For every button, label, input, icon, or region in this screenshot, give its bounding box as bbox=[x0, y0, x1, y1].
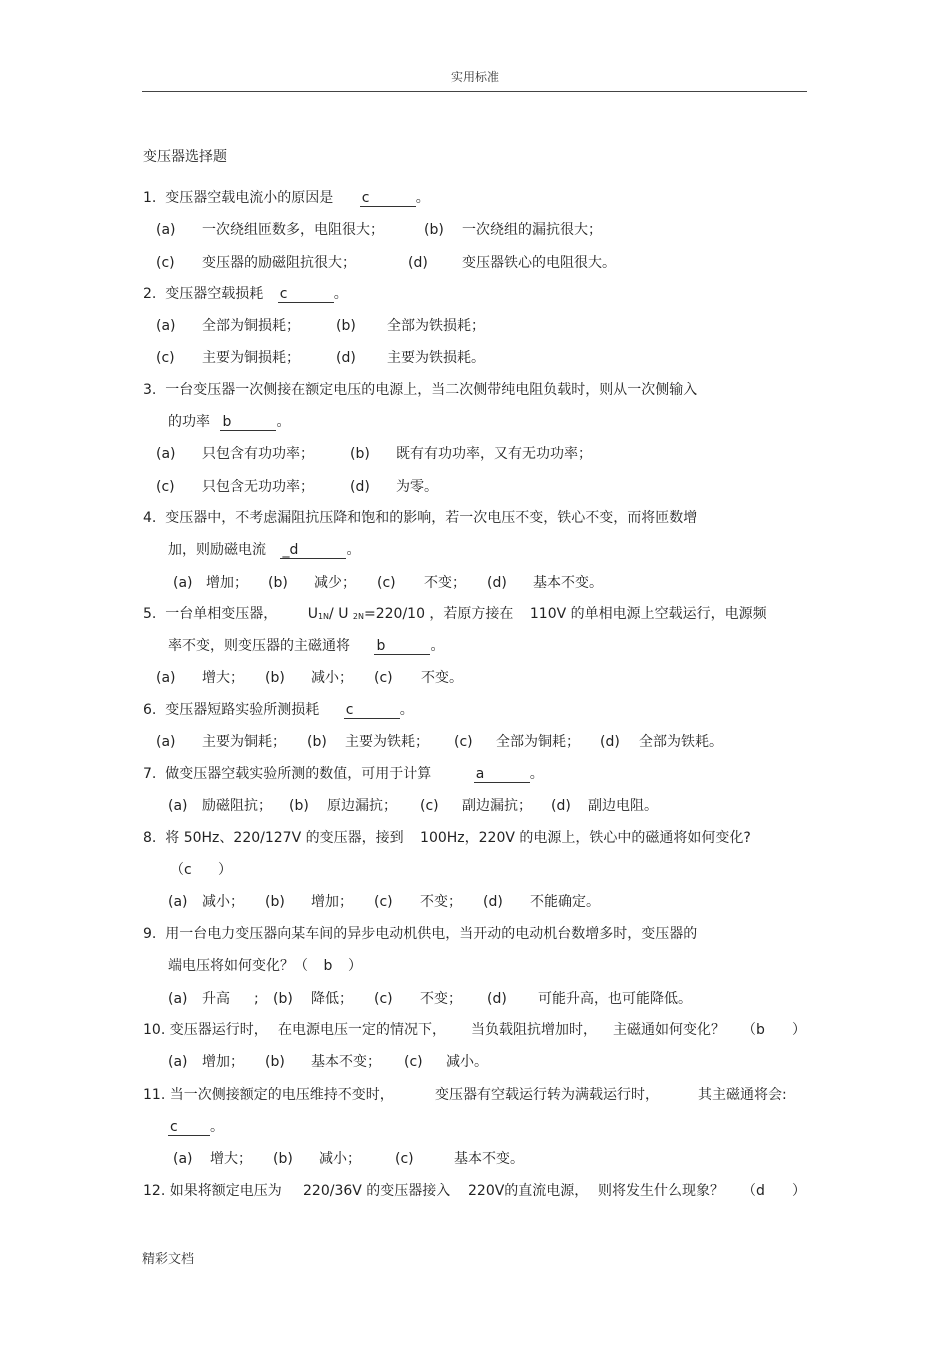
option-text: 励磁阻抗； bbox=[202, 798, 272, 814]
question-text: 将 50Hz、220/127V 的变压器，接到 bbox=[165, 830, 404, 846]
option-label: (b) bbox=[265, 1054, 285, 1070]
option-text: 副边电阻。 bbox=[588, 798, 658, 814]
option-text: 增加； bbox=[206, 575, 248, 591]
question-text: 当一次侧接额定的电压维持不变时， bbox=[169, 1087, 394, 1103]
question-number: 4. bbox=[143, 510, 157, 526]
question-number: 5. bbox=[143, 606, 157, 622]
option-label: (c) bbox=[454, 734, 473, 750]
question-number: 6. bbox=[143, 702, 157, 718]
question-text: =220/10 ，若原方接在 bbox=[364, 606, 514, 622]
option-text: 基本不变； bbox=[311, 1054, 381, 1070]
option-label: (d) bbox=[600, 734, 620, 750]
option-text: 减小； bbox=[319, 1151, 361, 1167]
option-text: 既有有功功率，又有无功功率； bbox=[396, 446, 592, 462]
paren-close: ） bbox=[792, 1183, 806, 1199]
question-text-end: 。 bbox=[415, 190, 430, 206]
question-text-end: 。 bbox=[430, 638, 445, 654]
question-text: 在电源电压一定的情况下， bbox=[278, 1022, 446, 1038]
question-5-line-2 bbox=[168, 637, 444, 655]
question-8 bbox=[143, 829, 751, 847]
option-label: (c) bbox=[156, 479, 175, 495]
option-label: (b) bbox=[336, 318, 356, 334]
option-text: 减小。 bbox=[446, 1054, 488, 1070]
paren-open: （ bbox=[170, 862, 184, 878]
answer-blank: a bbox=[474, 767, 530, 783]
question-4 bbox=[143, 509, 697, 527]
question-text: 如果将额定电压为 bbox=[169, 1183, 282, 1199]
option-label: (a) bbox=[168, 1054, 188, 1070]
question-text: 变压器运行时， bbox=[169, 1022, 268, 1038]
question-text: 110V 的单相电源上空载运行，电源频 bbox=[529, 606, 767, 622]
paren-close: ） bbox=[218, 862, 232, 878]
question-text: 变压器短路实验所测损耗 bbox=[165, 702, 320, 718]
question-number: 7. bbox=[143, 766, 157, 782]
option-label: (b) bbox=[268, 575, 288, 591]
question-text-end: 。 bbox=[210, 1119, 224, 1135]
option-label: (c) bbox=[374, 894, 393, 910]
question-7 bbox=[143, 765, 544, 783]
question-11 bbox=[143, 1086, 394, 1104]
question-text-end: 。 bbox=[529, 766, 544, 782]
question-text: 的功率 bbox=[168, 414, 210, 430]
option-text: 不变； bbox=[420, 894, 462, 910]
question-number: 9. bbox=[143, 926, 157, 942]
question-text: 主磁通如何变化？ bbox=[613, 1022, 725, 1038]
option-label: (c) bbox=[395, 1151, 414, 1167]
answer-blank: b bbox=[374, 639, 430, 655]
question-text: 220V的直流电源， bbox=[468, 1183, 589, 1199]
option-label: (c) bbox=[156, 350, 175, 366]
option-label: (b) bbox=[307, 734, 327, 750]
option-label: (c) bbox=[420, 798, 439, 814]
question-9-line-2 bbox=[168, 957, 362, 975]
option-label: (a) bbox=[156, 734, 176, 750]
option-label: (c) bbox=[374, 670, 393, 686]
question-number: 10. bbox=[143, 1022, 166, 1038]
option-text: 增加； bbox=[311, 894, 353, 910]
question-1 bbox=[143, 189, 430, 207]
option-label: (d) bbox=[336, 350, 356, 366]
subscript: 2N bbox=[352, 612, 364, 621]
question-6 bbox=[143, 701, 414, 719]
paren-close: ） bbox=[348, 958, 362, 974]
voltage-symbol: U bbox=[307, 606, 318, 622]
option-text: 全部为铁耗。 bbox=[639, 734, 723, 750]
question-number: 8. bbox=[143, 830, 157, 846]
option-text: 增大； bbox=[202, 670, 244, 686]
option-text: 增大； bbox=[210, 1151, 252, 1167]
question-number: 2. bbox=[143, 286, 157, 302]
option-text: 全部为铜耗； bbox=[496, 734, 580, 750]
option-label: (d) bbox=[483, 894, 503, 910]
option-text: 不变。 bbox=[421, 670, 463, 686]
option-label: (b) bbox=[265, 894, 285, 910]
question-number: 11. bbox=[143, 1087, 166, 1103]
option-label: (b) bbox=[289, 798, 309, 814]
question-10 bbox=[143, 1021, 268, 1039]
answer-value: b bbox=[323, 958, 333, 974]
question-text: 当负载阻抗增加时， bbox=[471, 1022, 597, 1038]
question-text-end: 。 bbox=[399, 702, 414, 718]
option-text: 不变； bbox=[420, 991, 462, 1007]
option-text: 主要为铜损耗； bbox=[202, 350, 300, 366]
option-text: 减小； bbox=[311, 670, 353, 686]
option-label: (a) bbox=[173, 1151, 193, 1167]
answer-blank: b bbox=[220, 415, 276, 431]
question-text: 220/36V 的变压器接入 bbox=[303, 1183, 451, 1199]
option-text: 副边漏抗； bbox=[462, 798, 532, 814]
question-text: 用一台电力变压器向某车间的异步电动机供电，当开动的电动机台数增多时，变压器的 bbox=[165, 926, 698, 942]
option-text: 不能确定。 bbox=[530, 894, 600, 910]
question-text: 则将发生什么现象？ bbox=[598, 1183, 724, 1199]
option-label: (c) bbox=[156, 255, 175, 271]
subscript: 1N bbox=[317, 612, 330, 621]
option-text: 基本不变。 bbox=[454, 1151, 524, 1167]
option-label: (a) bbox=[156, 446, 176, 462]
option-text: 主要为铜耗； bbox=[202, 734, 286, 750]
question-2 bbox=[143, 285, 348, 303]
question-11-line-2 bbox=[168, 1118, 224, 1136]
option-label: (a) bbox=[156, 318, 176, 334]
option-label: (c) bbox=[374, 991, 393, 1007]
question-text: 100Hz，220V 的电源上，铁心中的磁通将如何变化? bbox=[420, 830, 751, 846]
option-text: 基本不变。 bbox=[533, 575, 603, 591]
option-label: (b) bbox=[265, 670, 285, 686]
option-text: 主要为铁损耗。 bbox=[387, 350, 485, 366]
option-label: (b) bbox=[424, 222, 444, 238]
header-divider bbox=[142, 91, 807, 92]
answer-blank: _d bbox=[280, 543, 346, 559]
voltage-symbol: / U bbox=[329, 606, 349, 622]
option-label: (c) bbox=[404, 1054, 423, 1070]
answer-blank: c bbox=[278, 287, 334, 303]
paren-open: （ bbox=[742, 1183, 756, 1199]
question-text: 变压器空载损耗 bbox=[165, 286, 264, 302]
option-text: 全部为铜损耗； bbox=[202, 318, 300, 334]
option-text: 减少； bbox=[314, 575, 356, 591]
option-label: (a) bbox=[173, 575, 193, 591]
answer-value: c bbox=[184, 862, 192, 878]
question-text: 变压器中，不考虑漏阻抗压降和饱和的影响，若一次电压不变，铁心不变，而将匝数增 bbox=[165, 510, 698, 526]
option-text: 一次绕组的漏抗很大； bbox=[462, 222, 602, 238]
option-label: (b) bbox=[273, 1151, 293, 1167]
option-label: (b) bbox=[273, 991, 293, 1007]
option-label: (d) bbox=[551, 798, 571, 814]
question-text: 一台变压器一次侧接在额定电压的电源上，当二次侧带纯电阻负载时，则从一次侧输入 bbox=[165, 382, 698, 398]
option-text: 主要为铁耗； bbox=[345, 734, 429, 750]
option-separator: ; bbox=[254, 991, 259, 1007]
option-text: 不变； bbox=[424, 575, 466, 591]
document-title: 变压器选择题 bbox=[143, 149, 227, 165]
option-label: (d) bbox=[408, 255, 428, 271]
question-4-line-2 bbox=[168, 541, 360, 559]
question-8-line-2 bbox=[170, 861, 232, 879]
question-text-end: 。 bbox=[346, 542, 361, 558]
question-number: 1. bbox=[143, 190, 157, 206]
option-label: (a) bbox=[156, 222, 176, 238]
question-text: 率不变，则变压器的主磁通将 bbox=[168, 638, 350, 654]
option-text: 降低； bbox=[311, 991, 353, 1007]
option-label: (a) bbox=[156, 670, 176, 686]
option-label: (d) bbox=[487, 991, 507, 1007]
option-text: 只包含有功功率； bbox=[202, 446, 314, 462]
option-label: (c) bbox=[377, 575, 396, 591]
question-3-line-2 bbox=[168, 413, 290, 431]
question-5 bbox=[143, 605, 767, 626]
question-number: 3. bbox=[143, 382, 157, 398]
option-text: 升高 bbox=[202, 991, 230, 1007]
option-label: (b) bbox=[350, 446, 370, 462]
answer-value: b bbox=[756, 1022, 765, 1038]
option-text: 全部为铁损耗； bbox=[387, 318, 485, 334]
option-label: (a) bbox=[168, 798, 188, 814]
option-label: (a) bbox=[168, 991, 188, 1007]
question-3 bbox=[143, 381, 697, 399]
question-text: 加，则励磁电流 bbox=[168, 542, 266, 558]
option-text: 为零。 bbox=[396, 479, 438, 495]
option-text: 增加； bbox=[202, 1054, 244, 1070]
option-text: 变压器的励磁阻抗很大； bbox=[202, 255, 356, 271]
question-text-end: 。 bbox=[276, 414, 291, 430]
answer-paren bbox=[742, 1182, 806, 1200]
option-text: 可能升高，也可能降低。 bbox=[538, 991, 692, 1007]
question-text: 一台单相变压器， bbox=[165, 606, 278, 622]
option-text: 原边漏抗； bbox=[327, 798, 397, 814]
question-text: 变压器空载电流小的原因是 bbox=[165, 190, 334, 206]
paren-close: ） bbox=[792, 1022, 806, 1038]
option-label: (a) bbox=[168, 894, 188, 910]
answer-value: d bbox=[756, 1183, 765, 1199]
paren-open: （ bbox=[742, 1022, 756, 1038]
question-text: 变压器有空载运行转为满载运行时， bbox=[435, 1087, 659, 1103]
answer-paren bbox=[742, 1021, 806, 1039]
question-text: 做变压器空载实验所测的数值，可用于计算 bbox=[165, 766, 432, 782]
page-header-title: 实用标准 bbox=[450, 70, 499, 84]
question-text: 其主磁通将会: bbox=[698, 1087, 787, 1103]
question-text: 端电压将如何变化？（ bbox=[168, 958, 308, 974]
answer-blank: c bbox=[344, 703, 400, 719]
question-text-end: 。 bbox=[333, 286, 348, 302]
option-label: (d) bbox=[487, 575, 507, 591]
question-9 bbox=[143, 925, 697, 943]
answer-blank: c bbox=[168, 1120, 210, 1136]
page-footer: 精彩文档 bbox=[142, 1252, 195, 1267]
question-number: 12. bbox=[143, 1183, 166, 1199]
option-text: 变压器铁心的电阻很大。 bbox=[462, 255, 616, 271]
answer-blank: c bbox=[360, 191, 416, 207]
question-12 bbox=[143, 1182, 282, 1200]
option-text: 只包含无功功率； bbox=[202, 479, 314, 495]
option-text: 一次绕组匝数多，电阻很大； bbox=[202, 222, 384, 238]
option-label: (d) bbox=[350, 479, 370, 495]
option-text: 减小； bbox=[202, 894, 244, 910]
